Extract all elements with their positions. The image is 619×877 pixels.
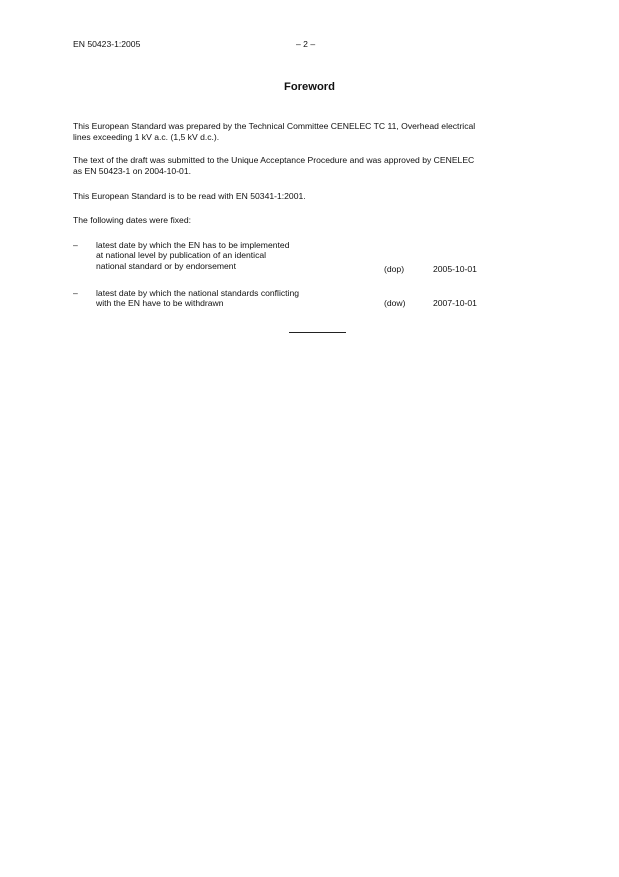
list-item-dop-text [96,240,289,271]
page-title: Foreword [284,81,335,93]
paragraph-line: The text of the draft was submitted to the Unique Acceptance Procedure and was approved by CENELEC [73,155,475,165]
list-item-dow-date: 2007-10-01 [433,298,477,308]
list-item-dop-abbr: (dop) [384,264,405,274]
document-id: EN 50423-1:2005 [73,39,141,49]
paragraph-line: This European Standard is to be read with EN 50341-1:2001. [73,191,306,201]
paragraph-line: as EN 50423-1 on 2004-10-01. [73,165,192,176]
paragraph-approval [73,155,474,177]
paragraph-line: This European Standard was prepared by the Technical Committee CENELEC TC 11, Overhead electrical [73,121,476,131]
list-item-line: latest date by which the EN has to be implemented [96,240,290,250]
paragraph-dates-intro [73,215,191,226]
list-item-dop-date: 2005-10-01 [433,264,477,274]
page-number: – 2 – [296,39,316,49]
list-item-dow-abbr: (dow) [384,298,406,308]
paragraph-line: lines exceeding 1 kV a.c. (1,5 kV d.c.). [73,131,220,142]
list-bullet: – [73,288,78,298]
paragraph-line: The following dates were fixed: [73,215,191,225]
list-item-line: at national level by publication of an identical [96,250,267,261]
list-bullet: – [73,240,78,250]
paragraph-prepared-by [73,121,475,143]
section-end-rule [289,332,346,333]
list-item-line: with the EN have to be withdrawn [96,298,224,309]
list-item-line: latest date by which the national standards conflicting [96,288,300,298]
list-item-dow-text [96,288,299,309]
list-item-line: national standard or by endorsement [96,260,236,271]
paragraph-read-with [73,191,306,202]
